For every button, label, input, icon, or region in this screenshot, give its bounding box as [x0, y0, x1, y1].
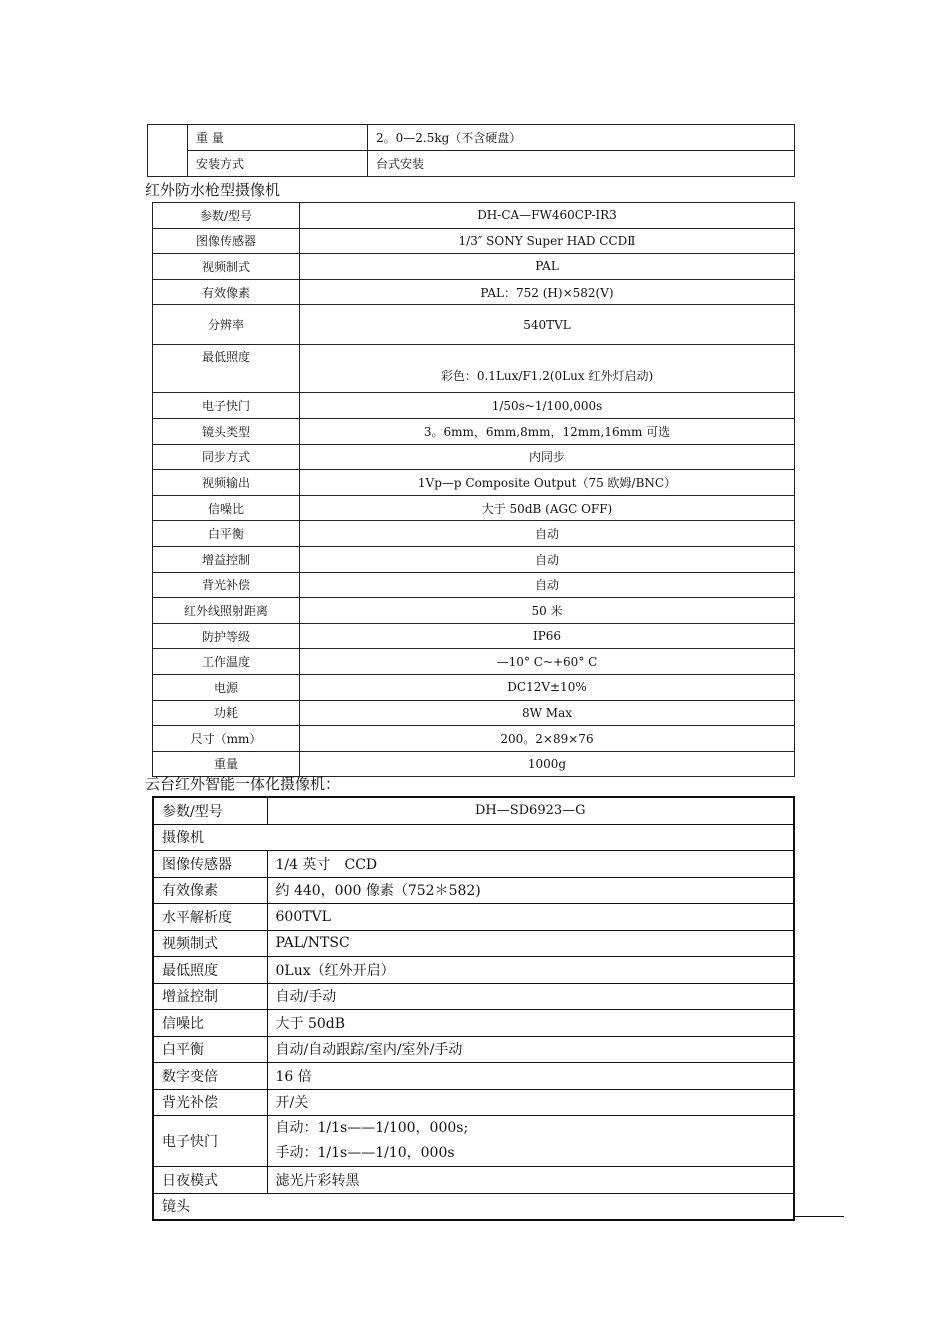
table-row	[153, 877, 794, 904]
table-row	[153, 305, 795, 345]
param-label: 电源	[153, 674, 300, 700]
param-value: 540TVL	[300, 305, 795, 345]
param-value: 自动/自动跟踪/室内/室外/手动	[267, 1036, 794, 1063]
table-row	[153, 851, 794, 878]
table-row	[153, 623, 795, 649]
table-row	[153, 1167, 794, 1194]
param-label: 信噪比	[153, 495, 300, 521]
table-row	[153, 203, 795, 229]
param-value: 滤光片彩转黑	[267, 1167, 794, 1194]
param-label: 重量	[153, 751, 300, 777]
param-label: 图像传感器	[153, 228, 300, 254]
param-value: IP66	[300, 623, 795, 649]
merged-cell	[148, 125, 188, 177]
param-label: 数字变倍	[153, 1063, 267, 1090]
param-value: 彩色：0.1Lux/F1.2(0Lux 红外灯启动)	[300, 345, 795, 393]
table-row	[153, 470, 795, 496]
table-row	[153, 1036, 794, 1063]
table-row	[153, 700, 795, 726]
table-row	[153, 1063, 794, 1090]
param-value: 1/50s~1/100,000s	[300, 393, 795, 419]
shutter-manual-line: 手动：1/1s——1/10，000s	[275, 1145, 455, 1161]
param-value: 50 米	[300, 598, 795, 624]
param-value: 2。0—2.5kg（不含硬盘）	[368, 125, 795, 151]
param-label: 白平衡	[153, 521, 300, 547]
param-label: 最低照度	[153, 345, 300, 393]
param-value: 开/关	[267, 1089, 794, 1116]
table-row	[153, 1089, 794, 1116]
param-label: 电子快门	[153, 1116, 267, 1167]
section-row	[153, 1193, 794, 1220]
spec-table-fragment	[147, 124, 795, 177]
ptz-camera-spec-table	[152, 796, 795, 1221]
param-label: 功耗	[153, 700, 300, 726]
param-value: 大于 50dB (AGC OFF)	[300, 495, 795, 521]
param-value: PAL	[300, 254, 795, 280]
param-label: 图像传感器	[153, 851, 267, 878]
param-label: 尺寸（mm）	[153, 726, 300, 752]
param-label: 白平衡	[153, 1036, 267, 1063]
param-value: 200。2×89×76	[300, 726, 795, 752]
param-label: 红外线照射距离	[153, 598, 300, 624]
table-row	[153, 546, 795, 572]
model-number: DH—SD6923—G	[267, 797, 794, 824]
param-label: 视频输出	[153, 470, 300, 496]
param-value: 1Vp—p Composite Output（75 欧姆/BNC）	[300, 470, 795, 496]
table-row	[153, 495, 795, 521]
table-row	[153, 957, 794, 984]
param-label: 参数/型号	[153, 797, 267, 824]
param-value: 16 倍	[267, 1063, 794, 1090]
param-label: 增益控制	[153, 546, 300, 572]
param-value-shutter	[267, 1116, 794, 1167]
param-label: 分辨率	[153, 305, 300, 345]
table-row	[153, 521, 795, 547]
param-label: 水平解析度	[153, 904, 267, 931]
table-row	[153, 904, 794, 931]
param-label: 防护等级	[153, 623, 300, 649]
section-label-lens: 镜头	[153, 1193, 794, 1220]
param-label: 镜头类型	[153, 418, 300, 444]
table-row	[153, 228, 795, 254]
table-row	[153, 674, 795, 700]
table-row	[153, 572, 795, 598]
param-label: 最低照度	[153, 957, 267, 984]
param-value: 台式安装	[368, 151, 795, 177]
param-label: 背光补偿	[153, 1089, 267, 1116]
param-value: 1/4 英寸 CCD	[267, 851, 794, 878]
table-row	[153, 726, 795, 752]
section-title-ptz-camera: 云台红外智能一体化摄像机：	[145, 775, 341, 793]
param-value: —10° C~+60° C	[300, 649, 795, 675]
table-row	[153, 598, 795, 624]
shutter-auto-line: 自动：1/1s——1/100，000s;	[275, 1120, 469, 1136]
param-label: 视频制式	[153, 254, 300, 280]
table-row	[153, 649, 795, 675]
table-row	[153, 254, 795, 280]
param-label: 有效像素	[153, 279, 300, 305]
table-row	[153, 279, 795, 305]
param-value: 8W Max	[300, 700, 795, 726]
param-value: 3。6mm，6mm,8mm，12mm,16mm 可选	[300, 418, 795, 444]
param-label: 视频制式	[153, 930, 267, 957]
param-label: 电子快门	[153, 393, 300, 419]
param-label: 安装方式	[188, 151, 368, 177]
table-row	[153, 983, 794, 1010]
param-label: 参数/型号	[153, 203, 300, 229]
table-row	[153, 1116, 794, 1167]
table-header-row	[153, 797, 794, 824]
table-continuation-line	[795, 1216, 844, 1217]
param-label: 信噪比	[153, 1010, 267, 1037]
section-row	[153, 824, 794, 851]
param-value: PAL：752 (H)×582(V)	[300, 279, 795, 305]
param-value: DC12V±10%	[300, 674, 795, 700]
param-value: PAL/NTSC	[267, 930, 794, 957]
section-title-ir-camera: 红外防水枪型摄像机	[145, 181, 281, 199]
table-row	[153, 1010, 794, 1037]
table-row	[153, 345, 795, 393]
table-row	[153, 418, 795, 444]
param-label: 重 量	[188, 125, 368, 151]
param-value: 自动	[300, 546, 795, 572]
param-value: 约 440，000 像素（752＊582)	[267, 877, 794, 904]
param-label: 同步方式	[153, 444, 300, 470]
param-label: 日夜模式	[153, 1167, 267, 1194]
param-value: 大于 50dB	[267, 1010, 794, 1037]
table-row	[153, 444, 795, 470]
param-value: 600TVL	[267, 904, 794, 931]
table-row	[148, 125, 795, 151]
param-label: 增益控制	[153, 983, 267, 1010]
param-label: 背光补偿	[153, 572, 300, 598]
param-label: 工作温度	[153, 649, 300, 675]
param-value: 自动	[300, 521, 795, 547]
param-value: DH-CA—FW460CP-IR3	[300, 203, 795, 229]
param-value: 自动/手动	[267, 983, 794, 1010]
param-label: 有效像素	[153, 877, 267, 904]
param-value: 1/3″ SONY Super HAD CCDⅡ	[300, 228, 795, 254]
param-value: 0Lux（红外开启）	[267, 957, 794, 984]
ir-camera-spec-table	[152, 202, 795, 777]
param-value: 1000g	[300, 751, 795, 777]
param-value: 内同步	[300, 444, 795, 470]
param-value: 自动	[300, 572, 795, 598]
table-row	[153, 930, 794, 957]
section-label-camera: 摄像机	[153, 824, 794, 851]
table-row	[148, 151, 795, 177]
table-row	[153, 393, 795, 419]
